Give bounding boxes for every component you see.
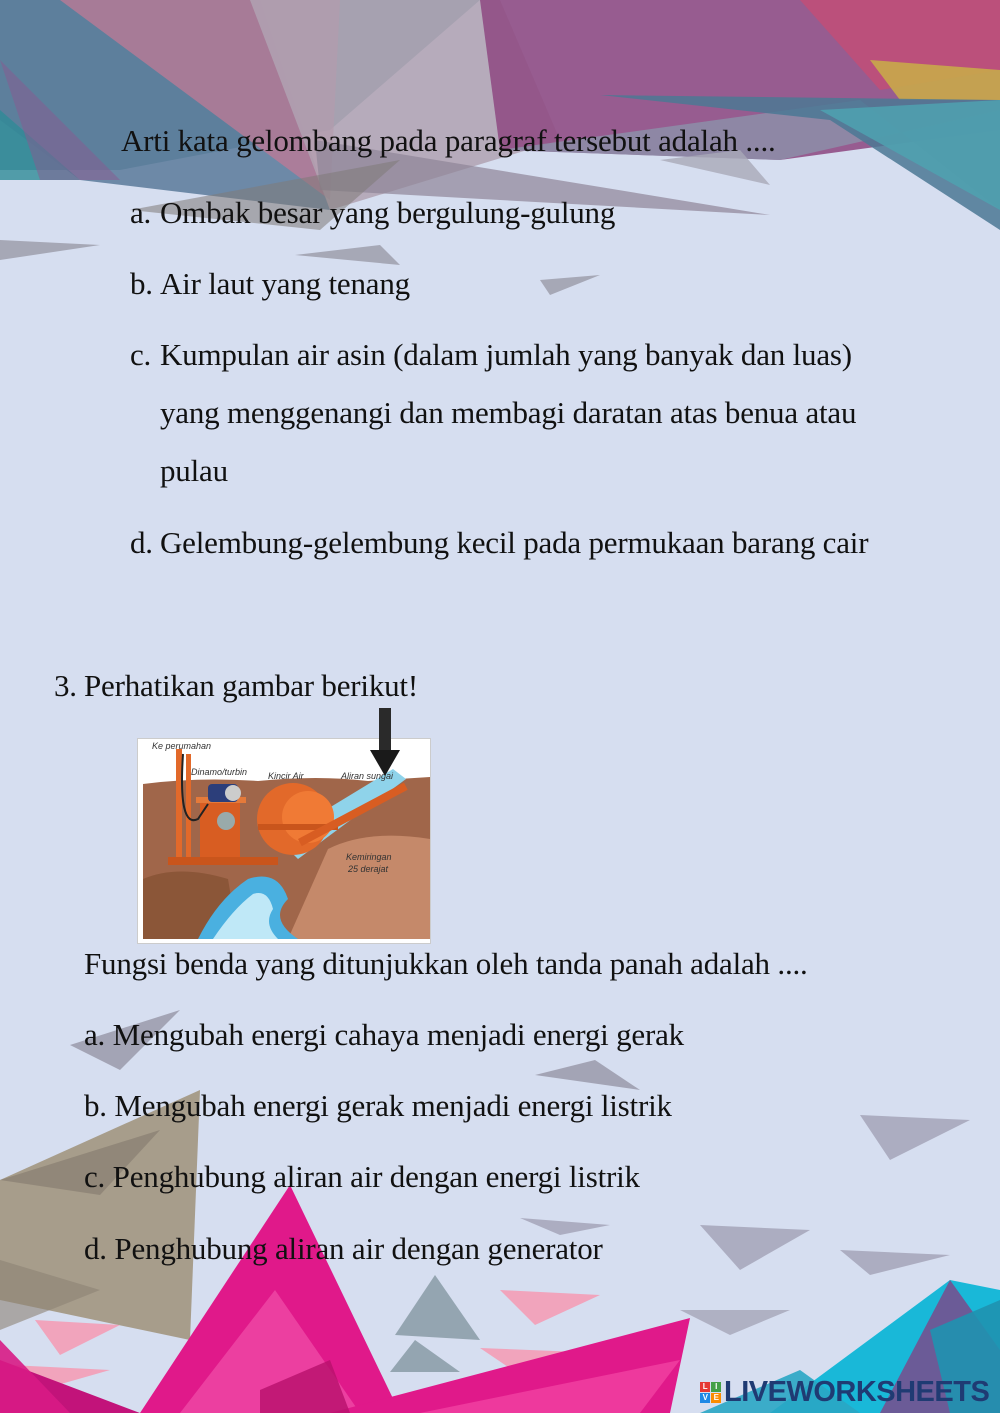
question-3-text: Fungsi benda yang ditunjukkan oleh tanda panah adalah .... bbox=[84, 946, 808, 981]
option-text: Air laut yang tenang bbox=[160, 266, 410, 301]
question-3-option-d[interactable] bbox=[84, 1231, 603, 1267]
option-text: Mengubah energi gerak menjadi energi listrik bbox=[114, 1088, 672, 1123]
option-label: c. bbox=[130, 337, 152, 372]
option-text: Penghubung aliran air dengan energi listrik bbox=[112, 1159, 640, 1194]
figure-label-aliran: Aliran sungai bbox=[341, 771, 394, 781]
option-label: b. bbox=[84, 1088, 107, 1123]
option-label: d. bbox=[130, 525, 153, 560]
option-label: a. bbox=[84, 1017, 106, 1052]
live-badge-icon bbox=[700, 1382, 721, 1403]
figure-label-dinamo: Dinamo/turbin bbox=[191, 767, 248, 777]
logo-text: LIVEWORKSHEETS bbox=[724, 1376, 990, 1408]
badge-letter: E bbox=[711, 1393, 721, 1403]
question-2-option-b[interactable] bbox=[130, 266, 410, 302]
figure-label-kincir: Kincir Air bbox=[268, 771, 304, 781]
option-label: b. bbox=[130, 266, 153, 301]
question-3-prompt: Perhatikan gambar berikut! bbox=[84, 668, 418, 703]
question-2-option-c[interactable] bbox=[130, 337, 852, 373]
badge-letter: V bbox=[700, 1393, 710, 1403]
badge-letter: I bbox=[711, 1382, 721, 1392]
question-3-heading bbox=[54, 668, 418, 704]
question-3-option-b[interactable] bbox=[84, 1088, 672, 1124]
option-text: Ombak besar yang bergulung-gulung bbox=[160, 195, 616, 230]
question-number: 3. bbox=[54, 668, 77, 703]
liveworksheets-logo[interactable] bbox=[700, 1376, 989, 1409]
figure-label-derajat: 25 derajat bbox=[348, 864, 389, 874]
option-text: Penghubung aliran air dengan generator bbox=[114, 1231, 603, 1266]
option-text: Gelembung-gelembung kecil pada permukaan barang cair bbox=[160, 525, 869, 560]
question-2-option-c-line3: pulau bbox=[160, 453, 228, 488]
badge-letter: L bbox=[700, 1382, 710, 1392]
arrow-down-icon bbox=[370, 708, 400, 778]
option-label: d. bbox=[84, 1231, 107, 1266]
question-2-option-a[interactable] bbox=[130, 195, 615, 231]
question-2-prompt: Arti kata gelombang pada paragraf tersebut adalah .... bbox=[121, 123, 776, 158]
question-2-option-c-line2: yang menggenangi dan membagi daratan atas benua atau bbox=[160, 395, 857, 430]
question-3-option-c[interactable] bbox=[84, 1159, 640, 1195]
figure-label-kemiringan: Kemiringan bbox=[346, 852, 392, 862]
figure-label-ke-perumahan: Ke perumahan bbox=[152, 741, 212, 751]
option-label: c. bbox=[84, 1159, 106, 1194]
option-text: Mengubah energi cahaya menjadi energi gerak bbox=[112, 1017, 684, 1052]
question-2-option-d[interactable] bbox=[130, 525, 868, 561]
question-3-option-a[interactable] bbox=[84, 1017, 684, 1053]
option-text: Kumpulan air asin (dalam jumlah yang banyak dan luas) bbox=[160, 337, 852, 372]
option-label: a. bbox=[130, 195, 152, 230]
